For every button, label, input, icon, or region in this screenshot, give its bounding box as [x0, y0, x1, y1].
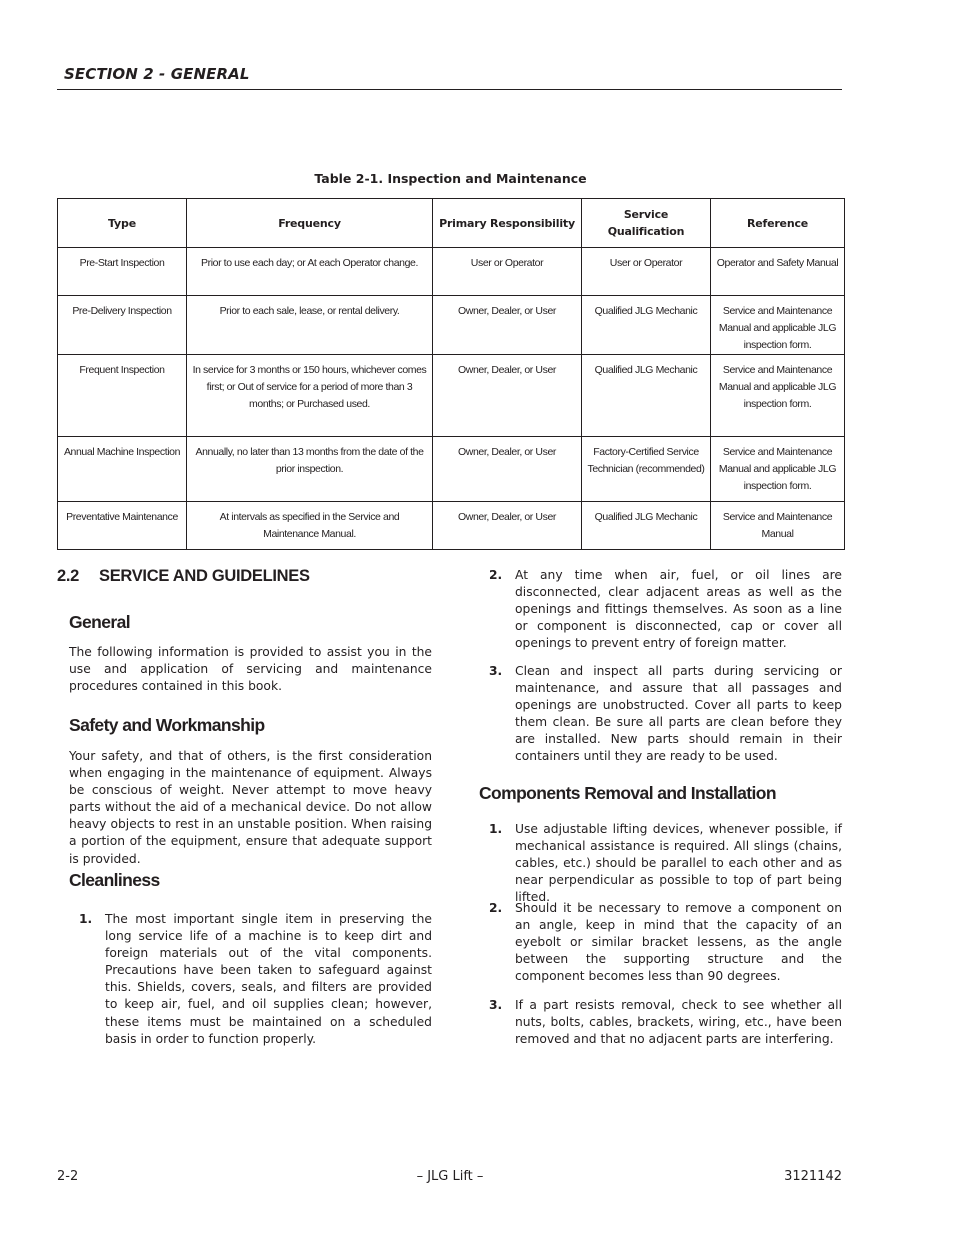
cell-frequency: Prior to use each day; or At each Operator change. — [187, 248, 433, 296]
general-heading: General — [69, 612, 130, 632]
cell-qualification: Qualified JLG Mechanic — [582, 502, 711, 550]
cell-type: Pre-Start Inspection — [58, 248, 187, 296]
list-item-number: 2. — [489, 568, 503, 582]
list-item-number: 3. — [489, 998, 503, 1012]
column-header-frequency: Frequency — [187, 199, 433, 248]
list-item-text: Use adjustable lifting devices, whenever possible, if mechanical assistance is required. All slings (chains, cables, etc.) should be parallel to each other and as near perpendicular as possible to top of part being lifted. — [515, 822, 842, 905]
list-item-number: 3. — [489, 664, 503, 678]
cell-frequency: At intervals as specified in the Service and Maintenance Manual. — [187, 502, 433, 550]
list-item-text: If a part resists removal, check to see whether all nuts, bolts, cables, brackets, wiring, etc., have been removed and that no adjacent parts are interfering. — [515, 998, 842, 1047]
section-number: 2.2 — [57, 567, 80, 585]
section-heading — [57, 567, 310, 586]
list-item-number: 1. — [489, 822, 503, 836]
column-header-type: Type — [58, 199, 187, 248]
table-row — [58, 502, 845, 550]
cell-reference: Service and Maintenance Manual and applicable JLG inspection form. — [711, 355, 845, 437]
list-item-number: 2. — [489, 901, 503, 915]
cell-frequency: Prior to each sale, lease, or rental delivery. — [187, 296, 433, 355]
cell-type: Pre-Delivery Inspection — [58, 296, 187, 355]
cell-qualification: User or Operator — [582, 248, 711, 296]
cell-qualification: Qualified JLG Mechanic — [582, 355, 711, 437]
cell-responsibility: User or Operator — [433, 248, 582, 296]
table-row — [58, 437, 845, 502]
footer-doc-number: 3121142 — [784, 1169, 842, 1184]
column-header-responsibility: Primary Responsibility — [433, 199, 582, 248]
cell-type: Preventative Maintenance — [58, 502, 187, 550]
cell-reference: Service and Maintenance Manual — [711, 502, 845, 550]
footer-page-number: 2-2 — [57, 1169, 79, 1184]
list-item-text: Clean and inspect all parts during servicing or maintenance, and assure that all passages and openings are unobstructed. Cover all parts to keep them clean. Be sure all parts are clean before they are installed. New parts should remain in their containers until they are ready to be used. — [515, 664, 842, 764]
list-item-text: Should it be necessary to remove a component on an angle, keep in mind that the capacity of an eyebolt or similar bracket lessens, as the angle between the supporting structure and the component becomes less than 90 degrees. — [515, 901, 842, 984]
section-title: SERVICE AND GUIDELINES — [99, 567, 310, 585]
components-heading: Components Removal and Installation — [479, 783, 776, 803]
cell-frequency: In service for 3 months or 150 hours, whichever comes first; or Out of service for a period of more than 3 months; or Purchased used. — [187, 355, 433, 437]
header-divider — [57, 89, 842, 90]
list-item-text: At any time when air, fuel, or oil lines are disconnected, clear adjacent areas as well as the openings and fittings themselves. As soon as a line or component is disconnected, cap or cover all openings to prevent entry of foreign matter. — [515, 568, 842, 651]
footer-center-text: – JLG Lift – — [416, 1169, 484, 1184]
cell-responsibility: Owner, Dealer, or User — [433, 355, 582, 437]
cell-responsibility: Owner, Dealer, or User — [433, 296, 582, 355]
safety-heading: Safety and Workmanship — [69, 715, 265, 735]
cell-frequency: Annually, no later than 13 months from the date of the prior inspection. — [187, 437, 433, 502]
table-header-row — [58, 199, 845, 248]
table-row — [58, 355, 845, 437]
cell-type: Annual Machine Inspection — [58, 437, 187, 502]
cell-responsibility: Owner, Dealer, or User — [433, 502, 582, 550]
cell-qualification: Qualified JLG Mechanic — [582, 296, 711, 355]
general-text: The following information is provided to assist you in the use and application of servicing and maintenance procedures contained in this book. — [69, 645, 432, 694]
list-item-number: 1. — [79, 912, 93, 926]
cell-qualification: Factory-Certified Service Technician (recommended) — [582, 437, 711, 502]
cell-type: Frequent Inspection — [58, 355, 187, 437]
list-item-text: The most important single item in preserving the long service life of a machine is to keep dirt and foreign materials out of the vital components. Precautions have been taken to safeguard against this. Shields, covers, seals, and filters are provided to keep air, fuel, and oil supplies clean; however, these items must be maintained on a scheduled basis in order to function properly. — [105, 912, 432, 1046]
section-header: SECTION 2 - GENERAL — [64, 65, 250, 83]
cell-reference: Service and Maintenance Manual and applicable JLG inspection form. — [711, 437, 845, 502]
column-header-qualification: Service Qualification — [582, 199, 711, 248]
table-row — [58, 248, 845, 296]
column-header-reference: Reference — [711, 199, 845, 248]
safety-text: Your safety, and that of others, is the first consideration when engaging in the maintenance of equipment. Always be conscious of weight. Never attempt to move heavy parts without the aid of a mechanical device. Do not allow heavy objects to rest in an unstable position. When raising a portion of the equipment, ensure that adequate support is provided. — [69, 749, 432, 866]
cleanliness-heading: Cleanliness — [69, 870, 160, 890]
cell-responsibility: Owner, Dealer, or User — [433, 437, 582, 502]
cell-reference: Operator and Safety Manual — [711, 248, 845, 296]
table-row — [58, 296, 845, 355]
inspection-maintenance-table — [57, 198, 845, 550]
cell-reference: Service and Maintenance Manual and applicable JLG inspection form. — [711, 296, 845, 355]
table-caption: Table 2-1. Inspection and Maintenance — [314, 171, 587, 186]
